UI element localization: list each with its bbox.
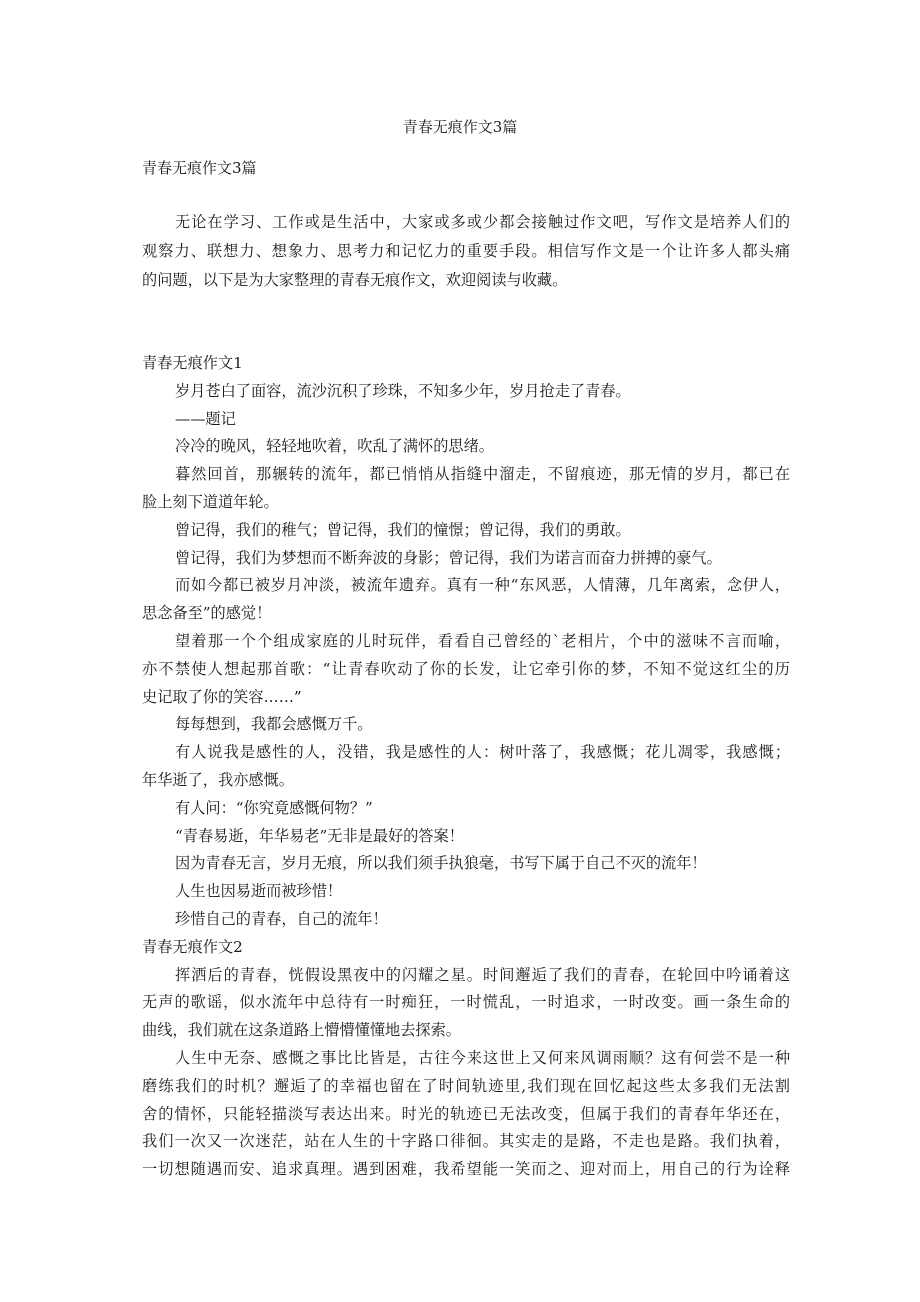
text-line: 每每想到，我都会感慨万千。 bbox=[175, 715, 373, 734]
text-line: 无声的歌谣，似水流年中总待有一时痴狂，一时慌乱，一时追求，一时改变。画一条生命的 bbox=[142, 993, 790, 1012]
essay-body bbox=[142, 350, 790, 1184]
text-line: 曲线，我们就在这条道路上懵懵懂懂地去探索。 bbox=[142, 1021, 461, 1040]
text-line: 曾记得，我们的稚气；曾记得，我们的憧憬；曾记得，我们的勇敢。 bbox=[175, 520, 631, 539]
text-line: 我们一次又一次迷茫，站在人生的十字路口徘徊。其实走的是路，不走也是路。我们执着， bbox=[142, 1132, 790, 1151]
text-line: 思念备至”的感觉！ bbox=[142, 604, 272, 623]
text-line: 有人问：“你究竟感慨何物？” bbox=[175, 798, 373, 817]
text-line: 人生中无奈、感慨之事比比皆是，古往今来这世上又何来风调雨顺？这有何尝不是一种 bbox=[175, 1048, 790, 1067]
section-heading: 青春无痕作文2 bbox=[142, 937, 243, 956]
text-line: 岁月苍白了面容，流沙沉积了珍珠，不知多少年，岁月抢走了青春。 bbox=[175, 381, 631, 400]
text-line: 望着那一个个组成家庭的儿时玩伴，看看自己曾经的`老相片，个中的滋味不言而喻， bbox=[175, 631, 790, 650]
text-line: 无论在学习、工作或是生活中，大家或多或少都会接触过作文吧，写作文是培养人们的 bbox=[175, 213, 790, 231]
text-line: 冷冷的晚风，轻轻地吹着，吹乱了满怀的思绪。 bbox=[175, 437, 494, 456]
text-line: 脸上刻下道道年轮。 bbox=[142, 492, 279, 511]
document-title: 青春无痕作文3篇 bbox=[402, 118, 518, 136]
text-line: 曾记得，我们为梦想而不断奔波的身影；曾记得，我们为诺言而奋力拼搏的豪气。 bbox=[175, 548, 722, 567]
text-line: 舍的情怀，只能轻描淡写表达出来。时光的轨迹已无法改变，但属于我们的青春年华还在， bbox=[142, 1104, 790, 1123]
section-heading: 青春无痕作文1 bbox=[142, 354, 243, 372]
text-line: 而如今都已被岁月冲淡，被流年遗弃。真有一种“东风恶，人情薄，几年离索，念伊人， bbox=[175, 576, 790, 595]
text-line: 因为青春无言，岁月无痕，所以我们须手执狼毫，书写下属于自己不灭的流年！ bbox=[175, 854, 707, 873]
text-line: “青春易逝，年华易老”无非是最好的答案！ bbox=[175, 826, 464, 845]
text-line: 磨练我们的时机？邂逅了的幸福也留在了时间轨迹里,我们现在回忆起这些太多我们无法割 bbox=[142, 1076, 790, 1095]
document-subtitle: 青春无痕作文3篇 bbox=[142, 159, 257, 177]
text-line: 暮然回首，那辗转的流年，都已悄悄从指缝中溜走，不留痕迹，那无情的岁月，都已在 bbox=[175, 465, 790, 484]
text-line: 挥洒后的青春，恍假设黑夜中的闪耀之星。时间邂逅了我们的青春，在轮回中吟诵着这 bbox=[175, 965, 790, 984]
text-line: 一切想随遇而安、追求真理。遇到困难，我希望能一笑而之、迎对而上，用自己的行为诠释 bbox=[142, 1160, 790, 1179]
text-line: 人生也因易逝而被珍惜！ bbox=[175, 882, 343, 901]
text-line: ——题记 bbox=[175, 409, 236, 428]
text-line: 年华逝了，我亦感慨。 bbox=[142, 770, 294, 789]
text-line: 有人说我是感性的人，没错，我是感性的人：树叶落了，我感慨；花儿凋零，我感慨； bbox=[175, 743, 790, 762]
text-line: 史记取了你的笑容……” bbox=[142, 687, 302, 706]
text-line: 亦不禁使人想起那首歌：“让青春吹动了你的长发，让它牵引你的梦，不知不觉这红尘的历 bbox=[142, 659, 790, 678]
text-line: 的问题，以下是为大家整理的青春无痕作文，欢迎阅读与收藏。 bbox=[142, 271, 568, 289]
text-line: 珍惜自己的青春，自己的流年！ bbox=[175, 909, 388, 928]
text-line: 观察力、联想力、想象力、思考力和记忆力的重要手段。相信写作文是一个让许多人都头痛 bbox=[142, 242, 790, 260]
intro-paragraph bbox=[142, 208, 790, 295]
